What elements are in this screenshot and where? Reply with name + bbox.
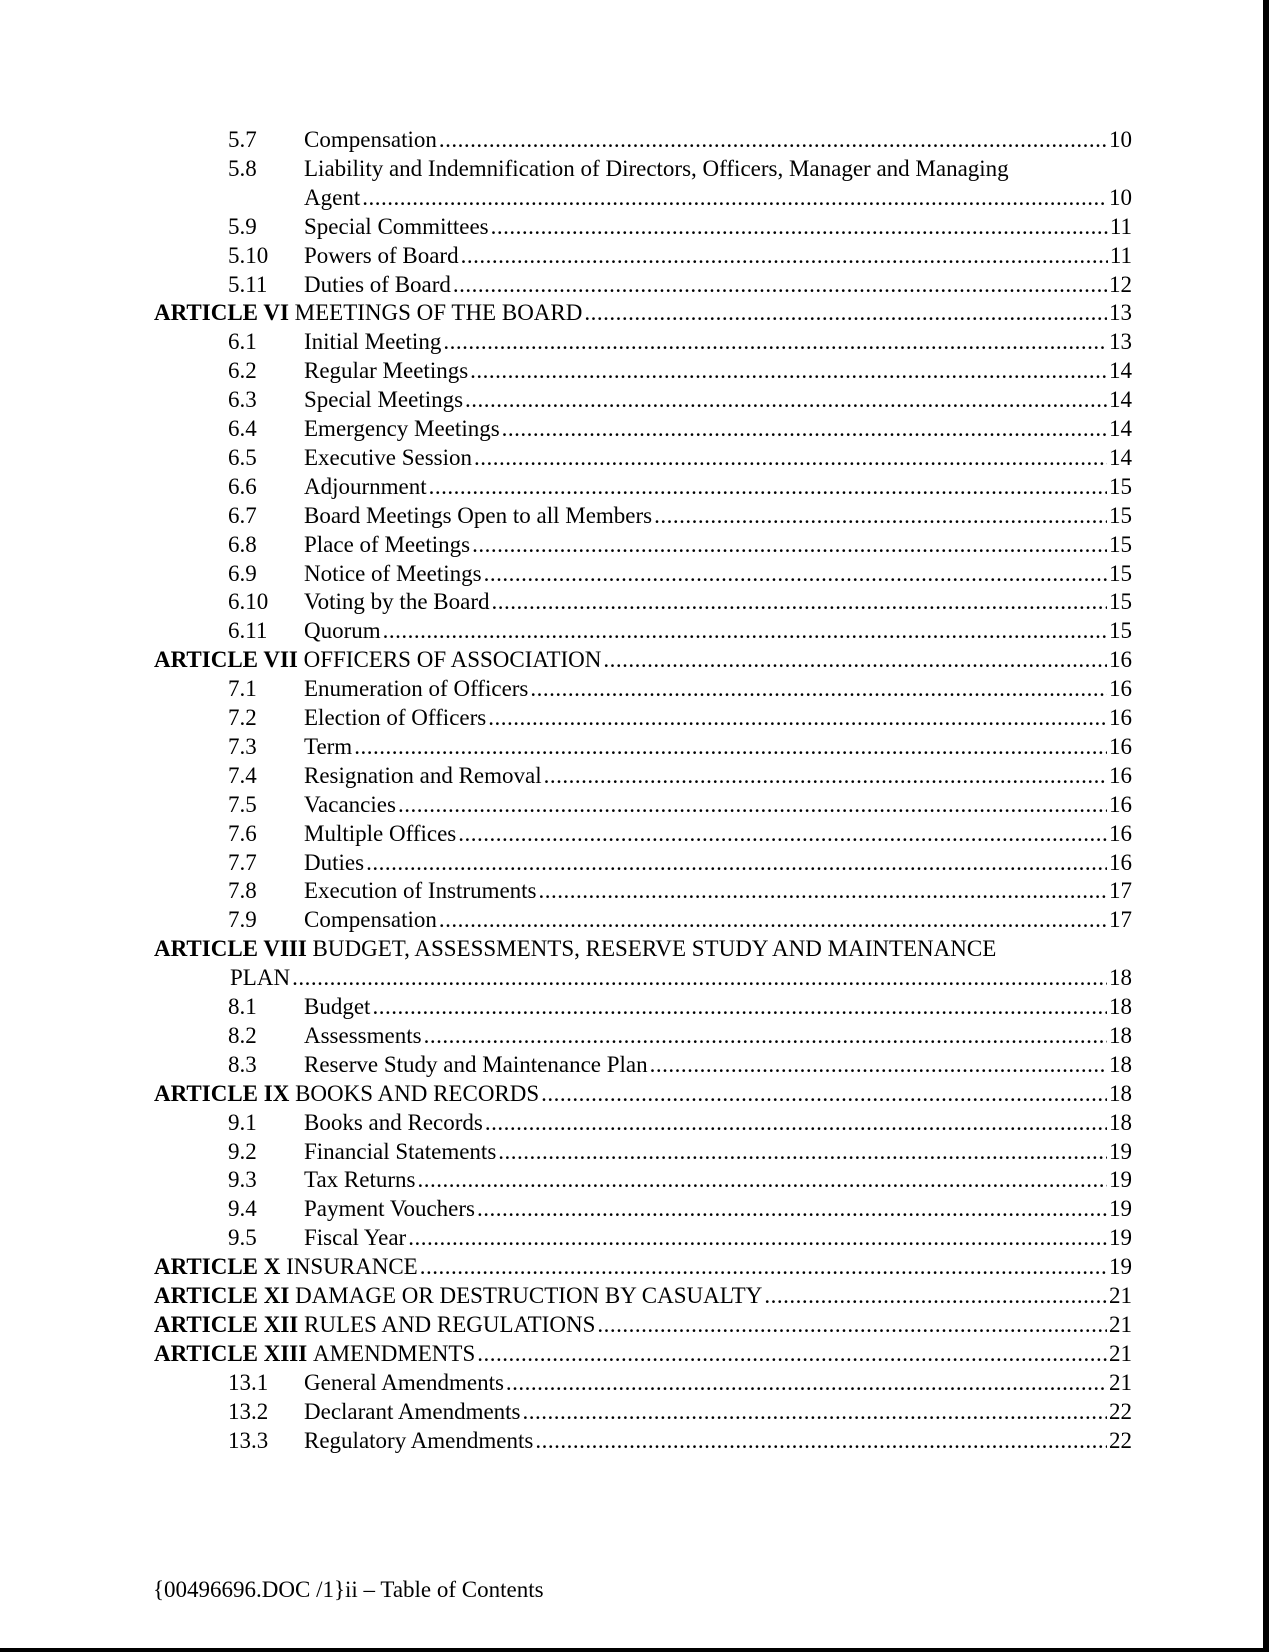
section-number: 7.1: [228, 676, 257, 702]
article-title: MEETINGS OF THE BOARD: [294, 300, 583, 326]
section-number: 6.2: [228, 358, 257, 384]
page-number: 15: [1109, 618, 1132, 644]
entry-content: [304, 386, 1132, 414]
page-number: 16: [1109, 762, 1132, 788]
entry-content: [304, 184, 1132, 212]
entry-content: [304, 531, 1132, 559]
section-number: 6.3: [228, 387, 257, 413]
section-number: 13.3: [228, 1427, 269, 1453]
article-label: ARTICLE IX: [154, 1080, 290, 1106]
section-number: 9.2: [228, 1138, 257, 1164]
dot-leader: [398, 791, 1107, 819]
section-number: 7.3: [228, 733, 257, 759]
entry-content: [304, 155, 1132, 183]
article-title: AMENDMENTS: [312, 1340, 476, 1366]
dot-leader: [458, 820, 1107, 848]
dot-leader: [530, 675, 1107, 703]
entry-content: [304, 820, 1132, 848]
page-number: 16: [1109, 705, 1132, 730]
entry-title: Budget: [304, 994, 371, 1019]
section-number: 9.1: [228, 1109, 257, 1135]
entry-content: [304, 1195, 1132, 1223]
dot-leader: [383, 617, 1107, 645]
section-number: 5.7: [228, 127, 257, 152]
entry-content: [304, 791, 1132, 819]
dot-leader: [539, 877, 1107, 905]
page-number: 21: [1109, 1369, 1132, 1395]
section-number: 9.3: [228, 1167, 257, 1193]
page-number: 16: [1109, 820, 1132, 846]
dot-leader: [439, 906, 1107, 934]
dot-leader: [372, 993, 1107, 1021]
entry-title: Declarant Amendments: [304, 1398, 521, 1424]
entry-title: Board Meetings Open to all Members: [304, 502, 653, 528]
section-number: 13.1: [228, 1369, 269, 1395]
page-number: 18: [1109, 1109, 1132, 1135]
page-number: 15: [1109, 589, 1132, 615]
section-number: 5.8: [228, 155, 257, 181]
page-number: 12: [1109, 271, 1132, 297]
article-entry: [154, 935, 1132, 963]
dot-leader: [506, 1369, 1107, 1397]
entry-title: Election of Officers: [304, 705, 487, 730]
page-number: 15: [1109, 560, 1132, 586]
dot-leader: [544, 762, 1107, 790]
page-number: 21: [1109, 1283, 1132, 1308]
page-number: 18: [1109, 1051, 1132, 1077]
dot-leader: [477, 1340, 1107, 1368]
entry-title: Payment Vouchers: [304, 1196, 475, 1222]
entry-content: [304, 617, 1132, 645]
entry-content: [304, 675, 1132, 703]
section-number: 6.8: [228, 531, 257, 557]
entry-title: Reserve Study and Maintenance Plan: [304, 1051, 648, 1077]
dot-leader: [453, 271, 1107, 299]
entry-title: Fiscal Year: [304, 1225, 407, 1251]
entry-content: [304, 588, 1132, 616]
entry-content: [304, 1369, 1132, 1397]
article-title: RULES AND REGULATIONS: [304, 1311, 596, 1337]
entry-title: Agent: [304, 184, 361, 210]
dot-leader: [470, 357, 1107, 385]
entry-content: [304, 704, 1132, 732]
section-number: 6.6: [228, 473, 257, 499]
dot-leader: [420, 1253, 1107, 1281]
entry-title: Voting by the Board: [304, 589, 490, 615]
entry-content: [304, 877, 1132, 905]
entry-title: Executive Session: [304, 444, 472, 470]
entry-title: Notice of Meetings: [304, 560, 482, 586]
entry-title: Special Committees: [304, 213, 489, 239]
page-number: 19: [1109, 1138, 1132, 1164]
entry-title: Regulatory Amendments: [304, 1427, 534, 1453]
page-number: 15: [1109, 531, 1132, 557]
page-number: 18: [1109, 994, 1132, 1019]
article-label: ARTICLE VIII: [154, 936, 307, 962]
entry-title: Adjournment: [304, 473, 427, 499]
article-title: INSURANCE: [286, 1254, 418, 1280]
page-number: 21: [1109, 1340, 1132, 1366]
dot-leader: [477, 1195, 1107, 1223]
page-number: 11: [1109, 242, 1132, 268]
entry-content: [304, 1022, 1132, 1050]
page-number: 10: [1109, 184, 1132, 210]
entry-title: General Amendments: [304, 1369, 504, 1395]
page-number: 19: [1109, 1196, 1132, 1222]
dot-leader: [535, 1427, 1107, 1455]
entry-content: [304, 357, 1132, 385]
entry-title: Duties: [304, 849, 365, 875]
dot-leader: [654, 502, 1107, 530]
page-number: 19: [1109, 1167, 1132, 1193]
page-number: 10: [1109, 127, 1132, 152]
section-number: 8.1: [228, 994, 257, 1019]
entry-title: Compensation: [304, 907, 437, 933]
dot-leader: [488, 704, 1107, 732]
section-number: 8.3: [228, 1051, 257, 1077]
page-number: 14: [1109, 387, 1132, 413]
page-number: 16: [1109, 676, 1132, 702]
article-entry: [154, 1340, 1132, 1368]
entry-content: [304, 993, 1132, 1021]
entry-title: Powers of Board: [304, 242, 459, 268]
entry-title: Financial Statements: [304, 1138, 497, 1164]
dot-leader: [439, 126, 1107, 154]
page-number: 19: [1109, 1254, 1132, 1280]
article-label: ARTICLE X: [154, 1254, 281, 1280]
entry-content: [304, 560, 1132, 588]
section-number: 7.9: [228, 907, 257, 933]
article-label: ARTICLE XII: [154, 1311, 299, 1337]
dot-leader: [474, 444, 1107, 472]
page-number: 16: [1109, 791, 1132, 817]
page-number: 14: [1109, 416, 1132, 441]
dot-leader: [472, 531, 1107, 559]
dot-leader: [366, 849, 1107, 877]
entry-content: [304, 473, 1132, 501]
dot-leader: [461, 242, 1108, 270]
entry-content: [304, 1166, 1132, 1194]
entry-title: Special Meetings: [304, 387, 464, 413]
dot-leader: [408, 1224, 1107, 1252]
article-label: ARTICLE VII: [154, 647, 298, 673]
page-number: 21: [1109, 1311, 1132, 1337]
entry-content: [304, 415, 1132, 443]
article-title: BUDGET, ASSESSMENTS, RESERVE STUDY AND MAINTENANCE: [312, 936, 997, 962]
dot-leader: [491, 213, 1108, 241]
entry-content: [304, 1138, 1132, 1166]
entry-content: [304, 762, 1132, 790]
section-number: 7.7: [228, 849, 257, 875]
section-number: 13.2: [228, 1398, 269, 1424]
dot-leader: [603, 646, 1107, 674]
article-entry: [154, 1080, 1132, 1108]
dot-leader: [541, 1080, 1107, 1108]
article-entry: [154, 1253, 1132, 1281]
page-number: 19: [1109, 1225, 1132, 1251]
dot-leader: [429, 473, 1107, 501]
dot-leader: [498, 1138, 1107, 1166]
page-number: 18: [1109, 965, 1132, 991]
entry-title: Regular Meetings: [304, 358, 469, 384]
entry-content: [304, 444, 1132, 472]
page-edge-bottom: [0, 1648, 1269, 1652]
page-number: 15: [1109, 502, 1132, 528]
dot-leader: [417, 1166, 1107, 1194]
page-number: 18: [1109, 1080, 1132, 1106]
entry-title: Execution of Instruments: [304, 878, 537, 904]
section-number: 6.9: [228, 560, 257, 586]
section-number: 6.1: [228, 329, 257, 355]
article-entry-continued: [230, 964, 1132, 992]
section-number: 7.8: [228, 878, 257, 904]
section-number: 6.4: [228, 416, 257, 441]
article-title: DAMAGE OR DESTRUCTION BY CASUALTY: [295, 1283, 763, 1308]
dot-leader: [354, 733, 1107, 761]
article-entry: [154, 1311, 1132, 1339]
article-entry: [154, 1282, 1132, 1310]
section-number: 6.11: [228, 618, 268, 644]
entry-title: Assessments: [304, 1022, 422, 1048]
section-number: 6.5: [228, 444, 257, 470]
entry-content: [304, 849, 1132, 877]
entry-content: [304, 242, 1132, 270]
dot-leader: [465, 386, 1107, 414]
dot-leader: [650, 1051, 1107, 1079]
dot-leader: [362, 184, 1107, 212]
section-number: 7.6: [228, 820, 257, 846]
entry-title: Liability and Indemnification of Directors, Officers, Manager and Managing: [304, 155, 1009, 181]
article-title: BOOKS AND RECORDS: [295, 1080, 540, 1106]
entry-content: [304, 1109, 1132, 1137]
dot-leader: [584, 299, 1107, 327]
entry-content: [304, 733, 1132, 761]
article-entry: [154, 299, 1132, 327]
article-label: ARTICLE XIII: [154, 1340, 308, 1366]
page-number: 22: [1109, 1427, 1132, 1453]
article-label: ARTICLE XI: [154, 1283, 290, 1308]
entry-title: Enumeration of Officers: [304, 676, 529, 702]
page-number: 16: [1109, 849, 1132, 875]
article-title: OFFICERS OF ASSOCIATION: [303, 647, 602, 673]
page-number: 13: [1109, 329, 1132, 355]
dot-leader: [485, 1109, 1107, 1137]
page-number: 15: [1109, 473, 1132, 499]
section-number: 9.4: [228, 1196, 257, 1222]
entry-title: Multiple Offices: [304, 820, 457, 846]
page-number: 16: [1109, 647, 1132, 673]
dot-leader: [491, 588, 1107, 616]
dot-leader: [424, 1022, 1107, 1050]
section-number: 5.11: [228, 271, 268, 297]
entry-title: Books and Records: [304, 1109, 483, 1135]
entry-title: Emergency Meetings: [304, 416, 500, 441]
page-number: 14: [1109, 444, 1132, 470]
section-number: 6.10: [228, 589, 269, 615]
entry-title: Tax Returns: [304, 1167, 416, 1193]
dot-leader: [523, 1398, 1107, 1426]
page-number: 17: [1109, 878, 1132, 904]
entry-content: [304, 213, 1132, 241]
section-number: 9.5: [228, 1225, 257, 1251]
entry-content: [304, 502, 1132, 530]
entry-title: Place of Meetings: [304, 531, 471, 557]
entry-content: [304, 126, 1132, 154]
section-number: 6.7: [228, 502, 257, 528]
entry-content: [304, 1224, 1132, 1252]
entry-title: Vacancies: [304, 791, 396, 817]
page-footer: {00496696.DOC /1}ii – Table of Contents: [153, 1577, 544, 1602]
section-number: 5.9: [228, 213, 257, 239]
article-title: PLAN: [230, 965, 291, 991]
entry-title: Compensation: [304, 127, 437, 152]
entry-title: Duties of Board: [304, 271, 451, 297]
dot-leader: [502, 415, 1107, 443]
entry-title: Term: [304, 733, 353, 759]
section-number: 7.4: [228, 762, 257, 788]
dot-leader: [443, 328, 1107, 356]
dot-leader: [597, 1311, 1107, 1339]
entry-content: [304, 271, 1132, 299]
section-number: 7.5: [228, 791, 257, 817]
article-label: ARTICLE VI: [154, 300, 289, 326]
page-number: 11: [1109, 213, 1132, 239]
entry-title: Resignation and Removal: [304, 762, 542, 788]
dot-leader: [484, 560, 1107, 588]
entry-content: [304, 906, 1132, 934]
entry-content: [304, 1398, 1132, 1426]
dot-leader: [764, 1282, 1107, 1310]
entry-content: [304, 328, 1132, 356]
page-number: 17: [1109, 907, 1132, 933]
dot-leader: [292, 964, 1107, 992]
entry-content: [304, 1051, 1132, 1079]
page-number: 22: [1109, 1398, 1132, 1424]
article-entry: [154, 646, 1132, 674]
section-number: 8.2: [228, 1022, 257, 1048]
section-number: 7.2: [228, 705, 257, 730]
entry-content: [304, 1427, 1132, 1455]
section-number: 5.10: [228, 242, 269, 268]
page-number: 14: [1109, 358, 1132, 384]
page-number: 18: [1109, 1022, 1132, 1048]
entry-title: Quorum: [304, 618, 381, 644]
page-number: 16: [1109, 733, 1132, 759]
entry-title: Initial Meeting: [304, 329, 442, 355]
page-number: 13: [1109, 300, 1132, 326]
